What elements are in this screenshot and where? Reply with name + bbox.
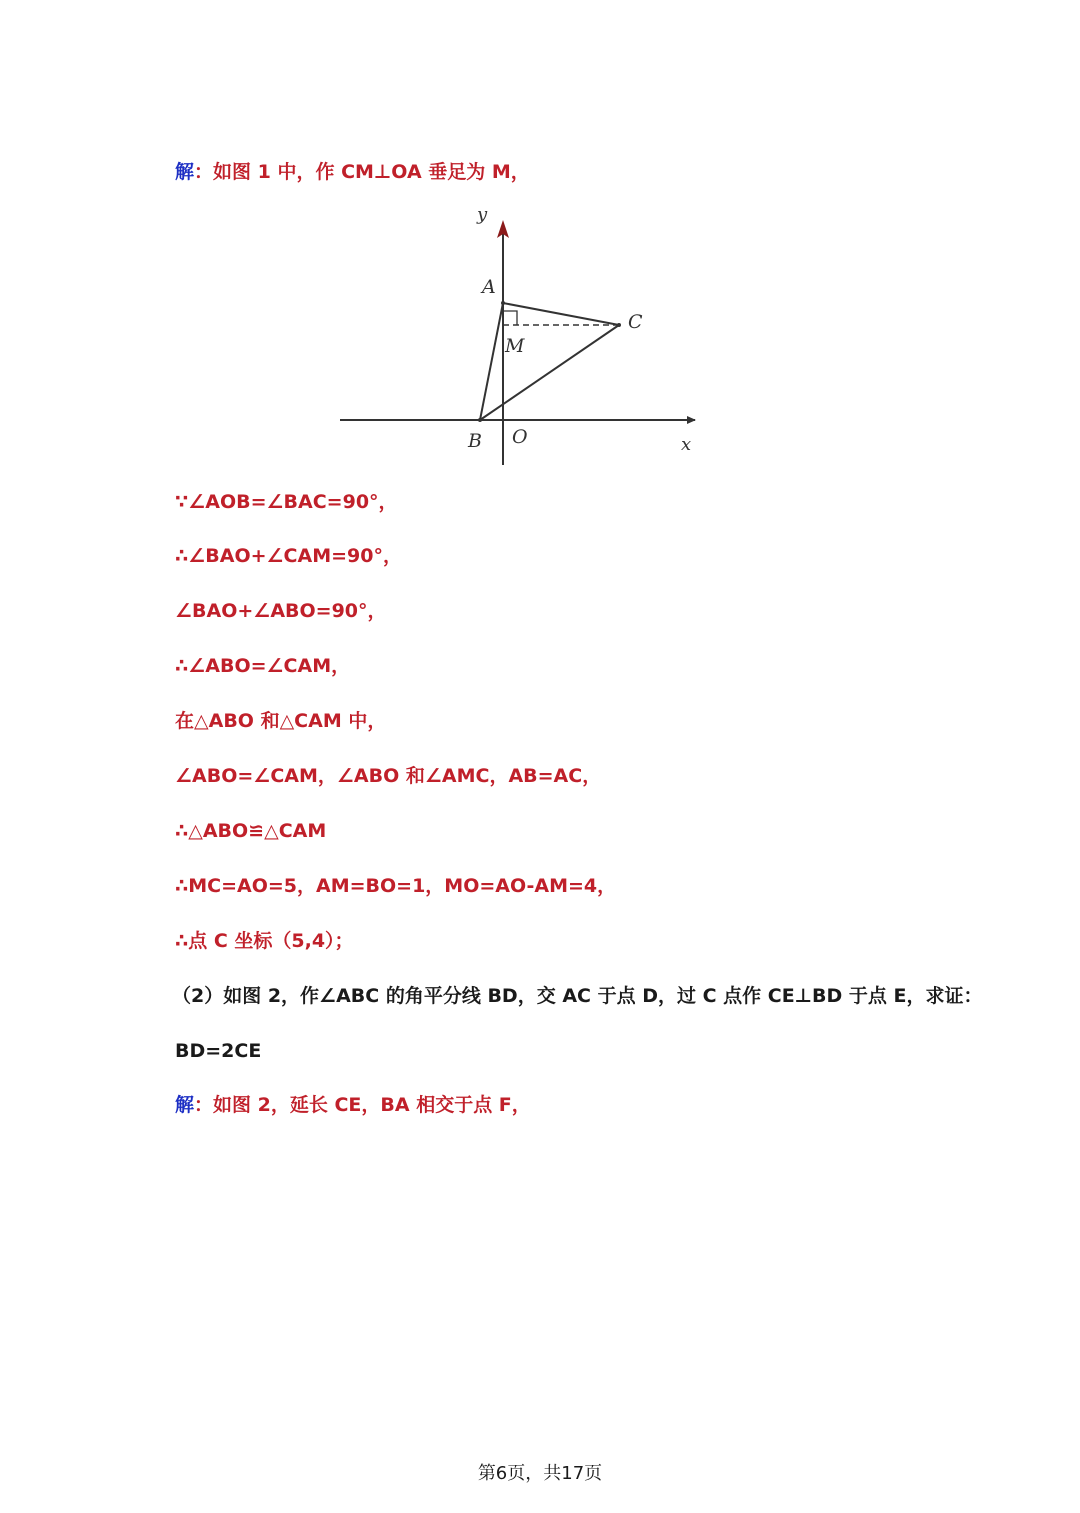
segment-ac [503,303,619,325]
step-line-7: ∴△ABO≌△CAM [175,820,327,842]
point-a [501,301,505,305]
label-m: M [505,335,525,357]
label-c: C [628,311,643,333]
label-a: A [482,276,496,298]
figure-1-svg [335,200,705,470]
step-line-8: ∴MC=AO=5，AM=BO=1，MO=AO-AM=4， [175,875,617,897]
step-line-1: ∵∠AOB=∠BAC=90°， [175,491,398,513]
step-line-3: ∠BAO+∠ABO=90°， [175,600,387,622]
step-line-2: ∴∠BAO+∠CAM=90°， [175,545,402,567]
question-2-line-2: BD=2CE [175,1040,262,1062]
solution-2-text: ：如图 2，延长 CE，BA 相交于点 F， [194,1094,531,1116]
page-number-footer: 第6页，共17页 [477,1463,603,1484]
solution-2-line [175,1093,531,1117]
right-angle-mark [503,311,517,325]
solution-1-line [175,160,530,184]
segment-bc [480,325,619,420]
figure-1 [335,200,705,470]
solution-1-label: 解 [175,161,195,183]
solution-2-label: 解 [175,1094,195,1116]
label-o: O [512,426,528,448]
question-2-line-1: （2）如图 2，作∠ABC 的角平分线 BD，交 AC 于点 D，过 C 点作 CE⊥BD 于点 E，求证： [172,985,983,1007]
step-line-4: ∴∠ABO=∠CAM， [175,655,351,677]
segment-ab [480,303,503,420]
step-line-5: 在△ABO 和△CAM 中， [175,710,387,732]
label-b: B [468,430,482,452]
point-b [478,418,482,422]
label-y: y [477,204,488,225]
solution-1-text: ：如图 1 中，作 CM⊥OA 垂足为 M， [194,161,530,183]
label-x: x [681,434,692,455]
step-line-6: ∠ABO=∠CAM，∠ABO 和∠AMC，AB=AC， [175,765,602,787]
point-c [617,323,621,327]
step-line-9: ∴点 C 坐标（5,4）； [175,930,354,952]
